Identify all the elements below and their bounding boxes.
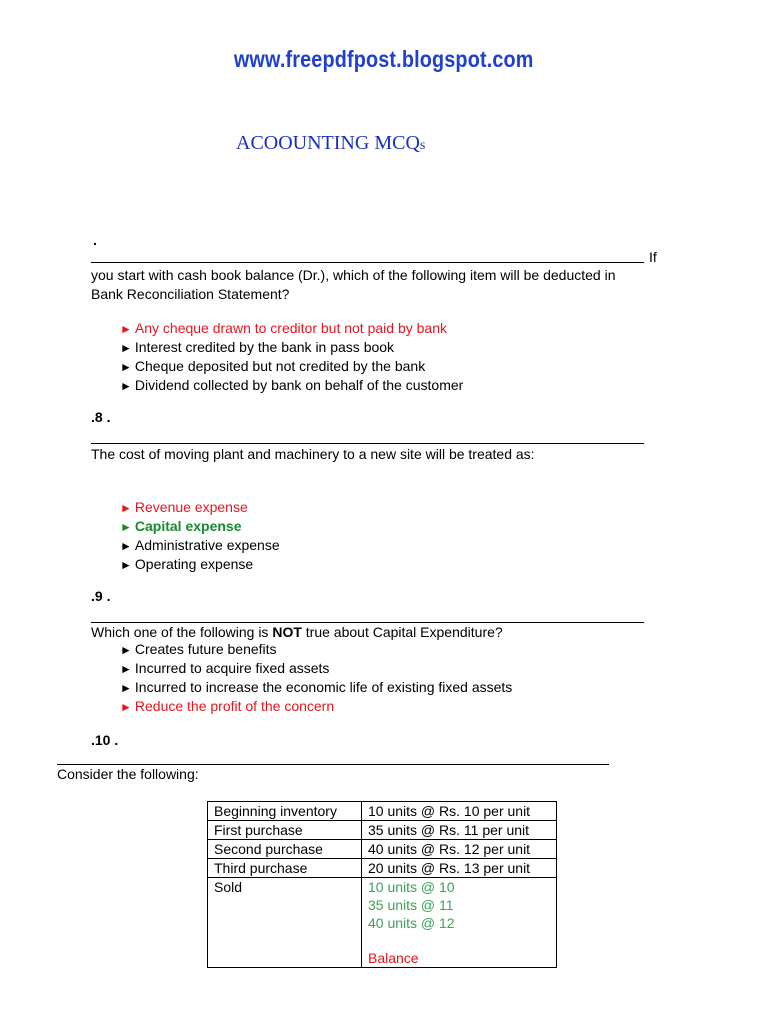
- table-row: [208, 840, 557, 859]
- question-9-text: [91, 623, 503, 641]
- question-7-number: .: [93, 232, 97, 248]
- table-cell-label: Third purchase: [208, 859, 362, 878]
- site-url[interactable]: www.freepdfpost.blogspot.com: [233, 46, 534, 72]
- table-row: [208, 821, 557, 840]
- question-8-rule: [91, 443, 644, 444]
- inventory-table: [207, 801, 557, 968]
- option-answer: [120, 697, 512, 716]
- question-9-number: .9 .: [91, 588, 111, 604]
- option-label: Dividend collected by bank on behalf of the customer: [134, 377, 464, 393]
- table-cell-sold-details: [362, 878, 557, 968]
- triangle-right-icon: ►: [120, 341, 132, 355]
- option: [120, 357, 463, 376]
- option-label: Reduce the profit of the concern: [134, 698, 335, 714]
- triangle-right-icon: ►: [120, 379, 132, 393]
- option: [120, 338, 463, 357]
- title-main: ACOOUNTING MCQ: [236, 132, 420, 154]
- table-cell-label: Second purchase: [208, 840, 362, 859]
- triangle-right-icon: ►: [120, 558, 132, 572]
- option-label: Incurred to increase the economic life of existing fixed assets: [134, 679, 513, 695]
- table-row: [208, 802, 557, 821]
- option: [120, 640, 512, 659]
- option-label: Creates future benefits: [134, 641, 277, 657]
- sold-line: 10 units @ 10: [368, 879, 455, 895]
- page-title: [236, 132, 425, 155]
- triangle-right-icon: ►: [120, 539, 132, 553]
- sold-line: 35 units @ 11: [368, 897, 454, 913]
- question-10-text: Consider the following:: [57, 766, 199, 782]
- question-7-options: [120, 319, 463, 395]
- triangle-right-icon: ►: [120, 322, 132, 336]
- option-label: Interest credited by the bank in pass book: [134, 339, 395, 355]
- option: [120, 498, 280, 517]
- option: [120, 659, 512, 678]
- triangle-right-icon: ►: [120, 681, 132, 695]
- option-label: Cheque deposited but not credited by the bank: [134, 358, 426, 374]
- table-cell-value: 20 units @ Rs. 13 per unit: [362, 859, 557, 878]
- triangle-right-icon: ►: [120, 360, 132, 374]
- question-8-options: [120, 498, 280, 574]
- option: [120, 555, 280, 574]
- option-label: Operating expense: [134, 556, 254, 572]
- option-label: Capital expense: [134, 518, 242, 534]
- question-7-rule: [91, 262, 644, 263]
- option: [120, 376, 463, 395]
- triangle-right-icon: ►: [120, 643, 132, 657]
- option-label: Any cheque drawn to creditor but not paid by bank: [134, 320, 447, 336]
- option-label: Incurred to acquire fixed assets: [134, 660, 330, 676]
- title-suffix: s: [419, 138, 426, 153]
- question-9-text-emphasis: NOT: [272, 624, 302, 640]
- question-7-text-line1: you start with cash book balance (Dr.), which of the following item will be deducted in: [91, 267, 616, 283]
- option-label: Revenue expense: [134, 499, 248, 515]
- table-cell-value: 40 units @ Rs. 12 per unit: [362, 840, 557, 859]
- option-label: Administrative expense: [134, 537, 280, 553]
- sold-line: 40 units @ 12: [368, 915, 455, 931]
- question-9-text-post: true about Capital Expenditure?: [301, 624, 503, 640]
- question-7-lead: If: [649, 249, 657, 265]
- table-row-sold: [208, 878, 557, 968]
- question-9-options: [120, 640, 512, 716]
- option-answer: [120, 319, 463, 338]
- table-cell-label: Sold: [208, 878, 362, 968]
- table-cell-label: Beginning inventory: [208, 802, 362, 821]
- table-cell-value: 10 units @ Rs. 10 per unit: [362, 802, 557, 821]
- question-10-number: .10 .: [91, 732, 119, 748]
- question-7-text-line2: Bank Reconciliation Statement?: [91, 286, 290, 302]
- triangle-right-icon: ►: [120, 662, 132, 676]
- question-8-number: .8 .: [91, 409, 111, 425]
- table-cell-value: 35 units @ Rs. 11 per unit: [362, 821, 557, 840]
- option: [120, 678, 512, 697]
- option: [120, 536, 280, 555]
- triangle-right-icon: ►: [120, 520, 132, 534]
- spacer: [368, 932, 550, 949]
- table-row: [208, 859, 557, 878]
- question-8-text: The cost of moving plant and machinery to a new site will be treated as:: [91, 446, 535, 462]
- option-answer: [120, 517, 280, 536]
- question-9-text-pre: Which one of the following is: [91, 624, 273, 640]
- balance-label: Balance: [368, 950, 419, 966]
- triangle-right-icon: ►: [120, 700, 132, 714]
- table-cell-label: First purchase: [208, 821, 362, 840]
- triangle-right-icon: ►: [120, 501, 132, 515]
